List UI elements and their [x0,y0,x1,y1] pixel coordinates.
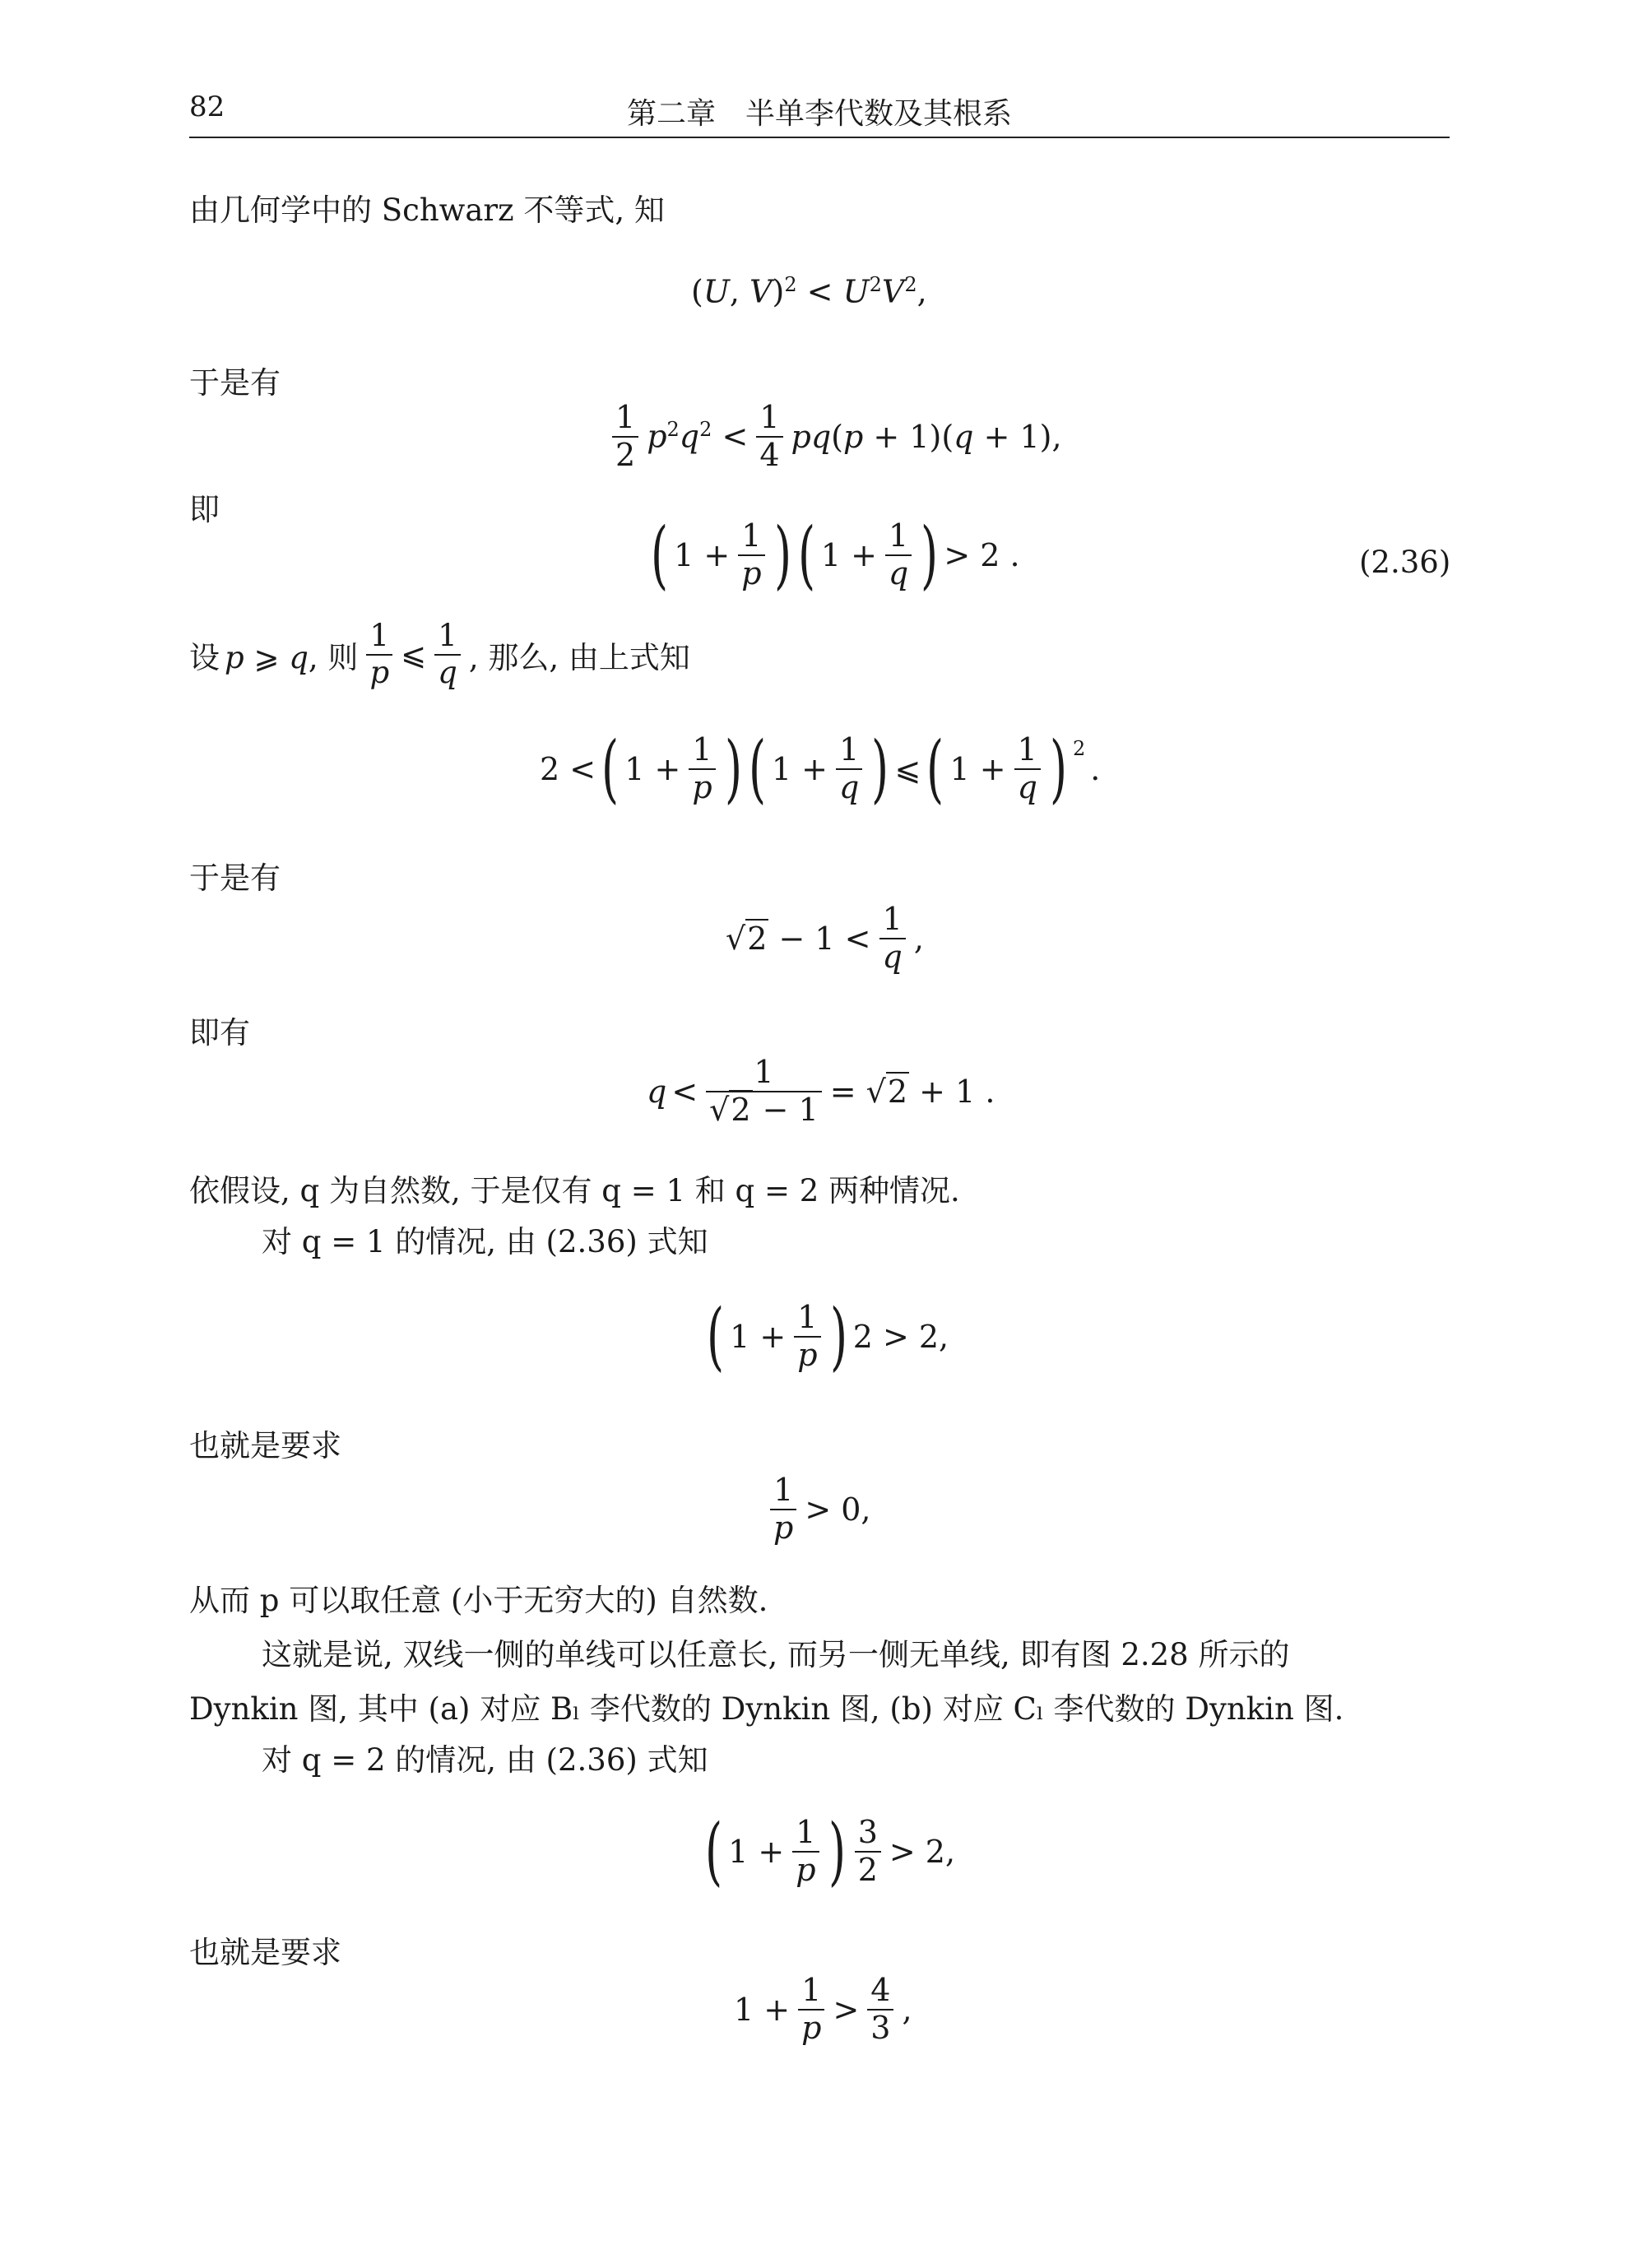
equation-q-bound: q < $\frac{1}{√2 - 1}$ = √2 + 1 . [647,1054,995,1128]
paragraph-any-p: 从而 p 可以取任意 (小于无穷大的) 自然数. [189,1583,768,1618]
paragraph-ie-have: 即有 [189,1015,250,1050]
paragraph-so-2: 于是有 [189,860,281,896]
assume-suffix: , 那么, 由上式知 [468,639,690,675]
paragraph-schwarz: 由几何学中的 Schwarz 不等式, 知 [189,192,665,228]
equation-case-q2: ( 1 + $\frac{1}{p}$ ) $\frac{3}{2}$ > 2, [705,1808,956,1895]
page-header [189,90,1450,138]
paragraph-requirement: 也就是要求 [189,1428,341,1463]
chapter-title: 第二章 半单李代数及其根系 [626,97,1012,131]
equation-2-36: ( 1 + $\frac{1}{p}$ ) ( 1 + $\frac{1}{q}$ ) > 2 . [651,512,1020,598]
page-number: 82 [189,90,225,123]
equation-schwarz: (U, $V)^2 < U^2V^2$, [691,273,927,310]
assume-prefix: 设 [189,639,220,675]
equation-positive: $\frac{1}{p}$ > 0, [767,1473,871,1546]
equation-pq-inequality: $\frac{1}{2}$ $p^2q^2$ < $\frac{1}{4}$ pq(p + 1)(q + 1), [609,400,1062,473]
equation-final: 1 + $\frac{1}{p}$ > $\frac{4}{3}$ , [734,1972,912,2046]
paragraph-dynkin-line1: 这就是说, 双线一侧的单线可以任意长, 而另一侧无单线, 即有图 2.28 所示的 [262,1637,1290,1672]
paragraph-dynkin-line2: Dynkin 图, 其中 (a) 对应 Bₗ 李代数的 Dynkin 图, (b) 对应 Cₗ 李代数的 Dynkin 图. [189,1691,1344,1727]
paragraph-ie: 即 [189,492,220,527]
paragraph-case-q1: 对 q = 1 的情况, 由 (2.36) 式知 [262,1224,708,1259]
equation-sqrt-bound: √2 − 1 < $\frac{1}{q}$ , [726,901,924,975]
paragraph-natural-number: 依假设, q 为自然数, 于是仅有 q = 1 和 q = 2 两种情况. [189,1173,960,1208]
paragraph-requirement-2: 也就是要求 [189,1935,341,1970]
equation-case-q1: ( 1 + $\frac{1}{p}$ ) 2 > 2, [707,1293,949,1380]
equation-bound: 2 < ( 1 + $\frac{1}{p}$ ) ( 1 + $\frac{1}{q}$ ) ⩽ ( 1 + $\frac{1}{q}$ ) 2 . [540,726,1101,812]
equation-number: (2.36) [1359,545,1451,580]
paragraph-case-q2: 对 q = 2 的情况, 由 (2.36) 式知 [262,1742,708,1778]
paragraph-so: 于是有 [189,365,281,401]
paragraph-assume: 设 p ⩾ q, 则 $\frac{1}{p}$ ⩽ $\frac{1}{q}$ , 那么, 由上式知 [189,618,690,690]
